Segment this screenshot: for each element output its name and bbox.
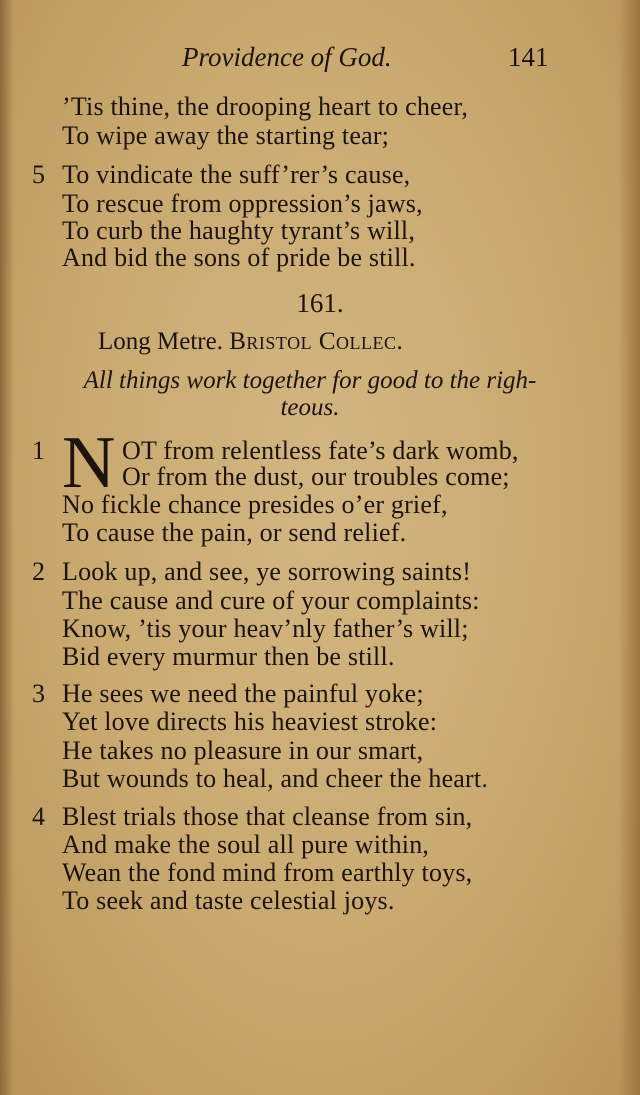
running-title: Providence of God.	[182, 42, 392, 72]
page-edge-right	[618, 0, 640, 1095]
hymn-subtitle-line: teous.	[280, 394, 340, 421]
verse-line: But wounds to heal, and cheer the heart.	[62, 764, 489, 793]
verse-line: To wipe away the starting tear;	[62, 121, 390, 150]
verse-line: Wean the fond mind from earthly toys,	[62, 858, 473, 887]
page-edge-left	[0, 0, 14, 1095]
verse-line: Yet love directs his heaviest stroke:	[62, 707, 438, 736]
verse-number: 4	[32, 802, 45, 831]
verse-line: To vindicate the suff’rer’s cause,	[62, 160, 411, 189]
verse-line: And make the soul all pure within,	[62, 830, 430, 859]
verse-line: Know, ’tis your heav’nly father’s will;	[62, 614, 469, 643]
verse-line: ’Tis thine, the drooping heart to cheer,	[62, 92, 469, 121]
verse-number: 2	[32, 557, 45, 586]
verse-number: 1	[32, 436, 45, 465]
verse-number: 3	[32, 679, 45, 708]
hymn-subtitle-line: All things work together for good to the righ-	[83, 367, 537, 394]
verse-number: 5	[32, 160, 45, 189]
verse-line: No fickle chance presides o’er grief,	[62, 490, 448, 519]
verse-line: The cause and cure of your complaints:	[62, 586, 480, 615]
hymn-number: 161.	[296, 288, 344, 318]
verse-line: OT from relentless fate’s dark womb,	[122, 436, 519, 465]
verse-line: Look up, and see, ye sorrowing saints!	[62, 557, 472, 586]
hymn-meter: Long Metre.	[98, 328, 223, 355]
hymn-meter-line	[98, 328, 403, 356]
drop-cap: N	[62, 422, 116, 504]
verse-line: He takes no pleasure in our smart,	[62, 736, 424, 765]
verse-line: To seek and taste celestial joys.	[62, 886, 395, 915]
verse-line: To rescue from oppression’s jaws,	[62, 189, 423, 218]
verse-line: He sees we need the painful yoke;	[62, 679, 424, 708]
verse-line: Bid every murmur then be still.	[62, 642, 395, 671]
hymn-tune: Bristol Collec.	[229, 328, 404, 355]
verse-line: To cause the pain, or send relief.	[62, 518, 407, 547]
verse-line: And bid the sons of pride be still.	[62, 243, 416, 272]
verse-line: To curb the haughty tyrant’s will,	[62, 216, 416, 245]
verse-line: Or from the dust, our troubles come;	[122, 462, 510, 491]
page-number: 141	[508, 42, 549, 72]
running-header	[0, 40, 640, 80]
hymn-subtitle	[30, 367, 590, 421]
verse-line: Blest trials those that cleanse from sin,	[62, 802, 473, 831]
